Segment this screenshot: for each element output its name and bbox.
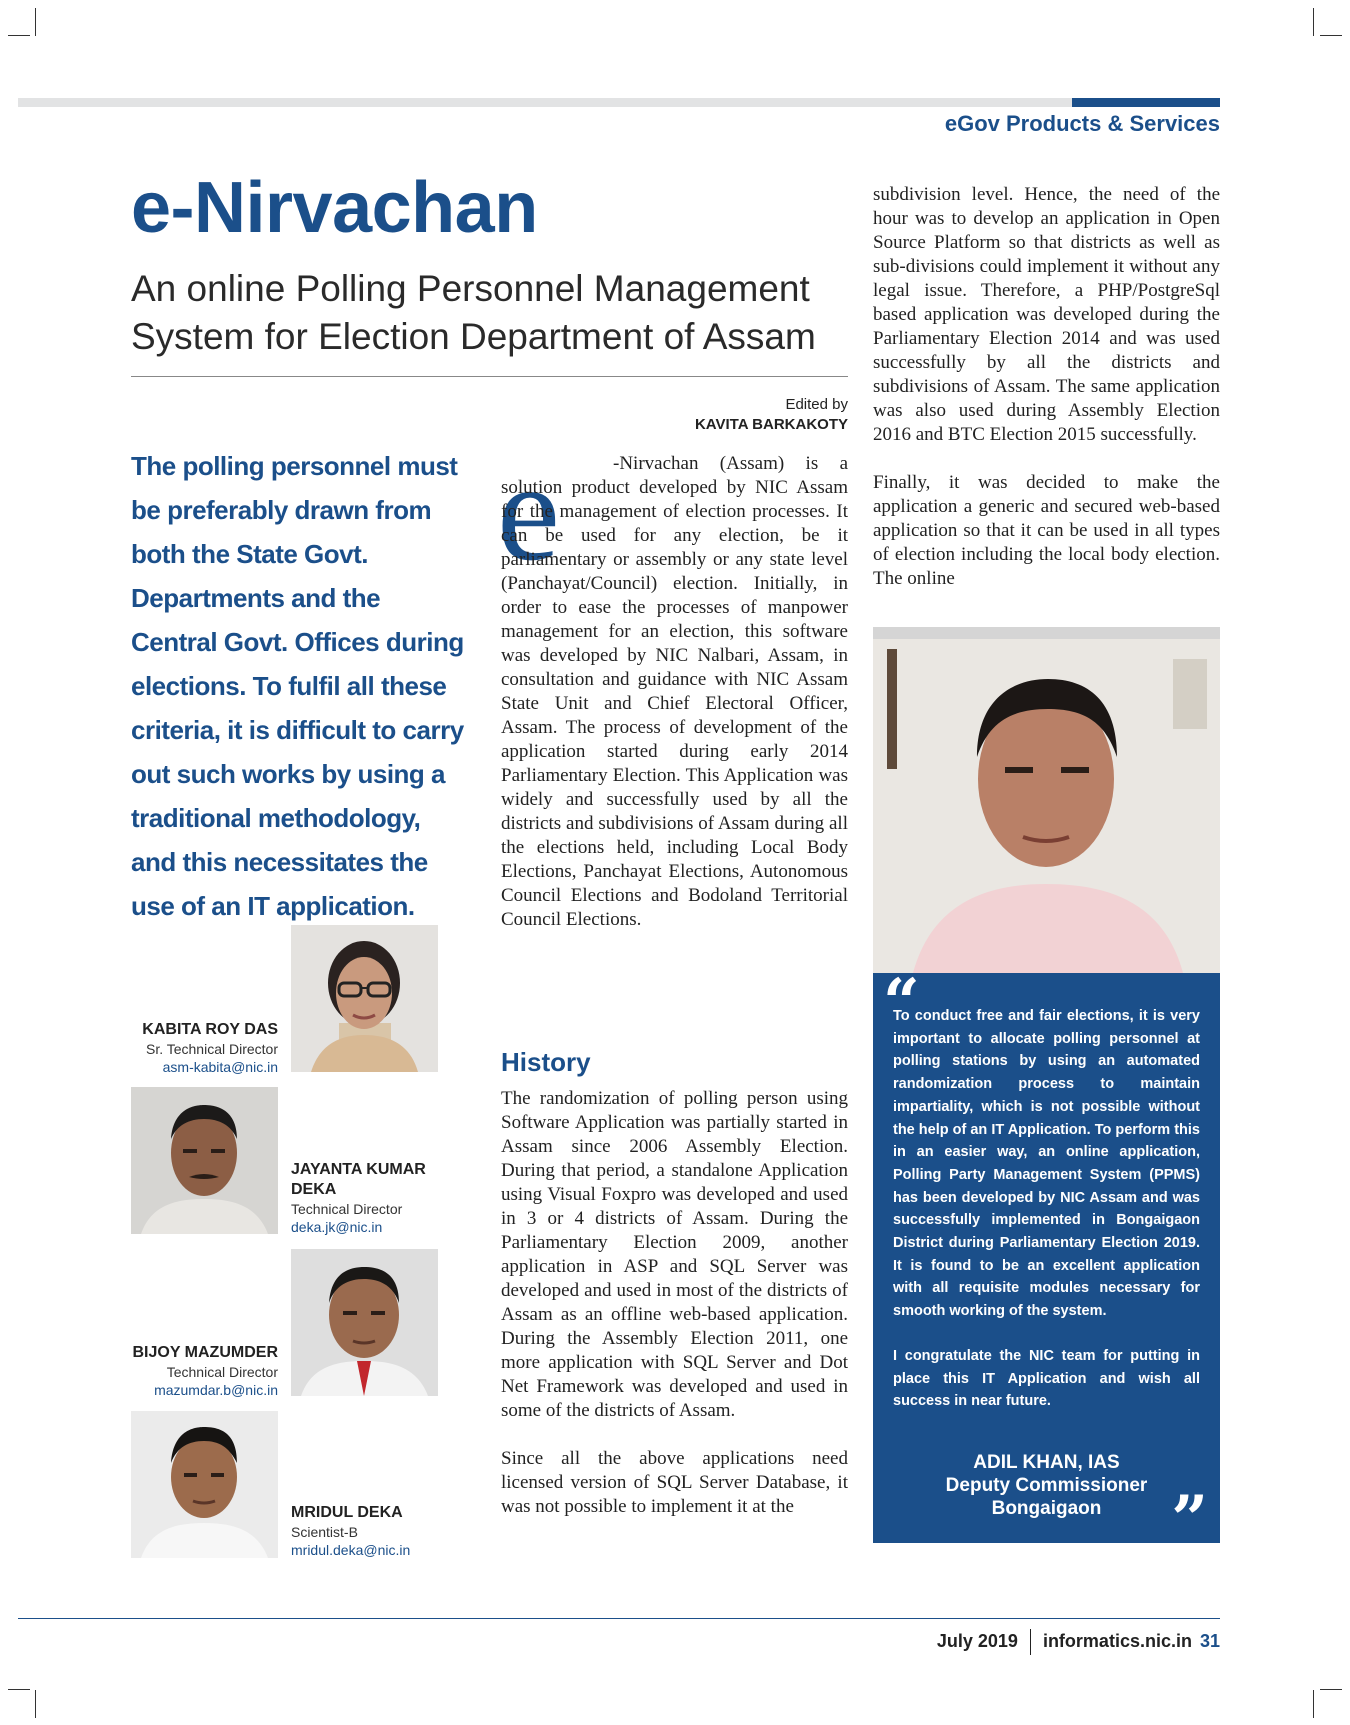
crop-mark	[35, 1690, 36, 1718]
author-caption-mridul	[291, 1503, 441, 1559]
body-column-history	[501, 1087, 848, 1543]
author-caption-kabita	[98, 1020, 278, 1076]
author-role: Sr. Technical Director	[145, 1041, 278, 1057]
drop-cap: e	[497, 432, 561, 590]
author-name: KABITA ROY DAS	[142, 1021, 278, 1038]
issue-date: July 2019	[936, 1630, 1018, 1651]
page-footer	[937, 1629, 1220, 1655]
author-role: Technical Director	[166, 1364, 278, 1380]
author-photo-bijoy	[291, 1249, 438, 1396]
author-role: Scientist-B	[291, 1524, 358, 1540]
history-heading: History	[501, 1047, 591, 1077]
edited-by-label: Edited by	[785, 396, 848, 413]
portrait-top-bar	[873, 627, 1220, 639]
author-email[interactable]: deka.jk@nic.in	[291, 1219, 383, 1235]
author-email[interactable]: mridul.deka@nic.in	[291, 1542, 411, 1558]
pull-quote: The polling personnel must be preferably drawn from both the State Govt. Departments and the Central Govt. Offices during elections. To fulfil all these criteria, it is difficult to carry out such works by using a traditional methodology, and this necessitates the use of an IT application.	[131, 451, 464, 921]
history-paragraph-1: The randomization of polling person using Software Application was partially started in Assam since 2006 Assembly Election. During that period, a standalone Application using Visual Foxpro was developed and used in 3 or 4 districts of Assam. During the Parliamentary Election 2009, another application in ASP and SQL Server was developed and used in most of the districts of Assam as an offline web-based application. During the Assembly Election 2011, one more application with SQL Server and Dot Net Framework was developed and used in some of the districts of Assam.	[501, 1088, 848, 1421]
crop-mark	[8, 1689, 30, 1690]
close-quote-icon: ”	[1171, 1482, 1208, 1557]
crop-mark	[1313, 1690, 1314, 1718]
author-role: Technical Director	[291, 1201, 403, 1217]
header-rule	[18, 98, 1218, 107]
author-photo-kabita	[291, 925, 438, 1072]
author-name: JAYANTA KUMAR DEKA	[291, 1161, 426, 1198]
intro-paragraph: -Nirvachan (Assam) is a solution product developed by NIC Assam for the management of election processes. It can be used for any election, be it parliamentary or assembly or any state level (Panchayat/Council) election. Initially, in order to ease the processes of manpower management for an election, this software was developed by NIC Nalbari, Assam, in consultation and guidance with NIC Assam State Unit and Chief Electoral Officer, Assam. The process of development of the application started during early 2014 Parliamentary Election. This Application was widely and successfully used by all the districts and subdivisions of Assam during all the elections held, including Local Body Elections, Panchayat Elections, Autonomous Council Elections and Bodoland Territorial Council Elections.	[501, 453, 848, 930]
testimonial-box	[873, 965, 1220, 1557]
body-column-intro	[501, 452, 848, 956]
author-caption-jayanta	[291, 1160, 441, 1236]
footer-separator	[1030, 1629, 1031, 1655]
author-photo-jayanta	[131, 1087, 278, 1234]
portrait-photo	[873, 639, 1220, 973]
right-paragraph-2: Finally, it was decided to make the application a generic and secured web-based application so that it can be used in all types of election including the local body election. The online	[873, 472, 1220, 589]
crop-mark	[1320, 1689, 1342, 1690]
testimonial-paragraph-1: To conduct free and fair elections, it is very important to allocate polling personnel at polling stations by using an automated randomization process to maintain impartiality, which is not possible without the help of an IT Application. To perform this in an easier way, an online application, Polling Party Management System (PPMS) has been developed by NIC Assam and was successfully implemented in Bongaigaon District during Parliamentary Election 2019. It is found to be an excellent application with all requisite modules necessary for smooth working of the system.	[893, 1008, 1200, 1320]
article-title: e-Nirvachan	[131, 168, 538, 248]
article-subtitle: An online Polling Personnel Management System for Election Department of Assam	[131, 268, 816, 357]
author-photo-mridul	[131, 1411, 278, 1558]
testimonial-paragraph-2: I congratulate the NIC team for putting in place this IT Application and wish all success in near future.	[893, 1347, 1200, 1410]
footer-rule	[18, 1618, 1220, 1619]
page-number: 31	[1199, 1630, 1220, 1651]
signatory-name: ADIL KHAN, IAS	[973, 1452, 1120, 1473]
body-column-right	[873, 183, 1220, 615]
crop-mark	[35, 8, 36, 36]
crop-mark	[1320, 35, 1342, 36]
testimonial-signature	[873, 1451, 1220, 1520]
crop-mark	[1313, 8, 1314, 36]
history-paragraph-2: Since all the above applications need licensed version of SQL Server Database, it was not possible to implement it at the	[501, 1448, 848, 1517]
author-caption-bijoy	[78, 1343, 278, 1399]
signatory-title: Deputy Commissioner	[945, 1475, 1148, 1496]
signatory-place: Bongaigaon	[991, 1498, 1102, 1519]
right-paragraph-1: subdivision level. Hence, the need of the hour was to develop an application in Open Source Platform so that districts as well as sub-divisions could implement it without any legal issue. Therefore, a PHP/PostgreSql based application was developed during the Parliamentary Election 2014 and was used successfully by all the districts and subdivisions of Assam. The same application was also used during Assembly Election 2016 and BTC Election 2015 successfully.	[873, 184, 1220, 445]
author-name: BIJOY MAZUMDER	[132, 1344, 278, 1361]
section-label: eGov Products & Services	[944, 111, 1220, 136]
editor-name: KAVITA BARKAKOTY	[694, 416, 848, 433]
testimonial-text	[893, 1005, 1200, 1435]
title-divider	[131, 376, 848, 377]
author-email[interactable]: asm-kabita@nic.in	[162, 1059, 278, 1075]
editor-credit	[695, 395, 848, 435]
crop-mark	[8, 35, 30, 36]
open-quote-icon: “	[883, 965, 920, 1040]
author-email[interactable]: mazumdar.b@nic.in	[154, 1382, 278, 1398]
author-name: MRIDUL DEKA	[291, 1504, 403, 1521]
site-link[interactable]: informatics.nic.in	[1042, 1630, 1192, 1651]
header-accent-rule	[1072, 98, 1220, 107]
